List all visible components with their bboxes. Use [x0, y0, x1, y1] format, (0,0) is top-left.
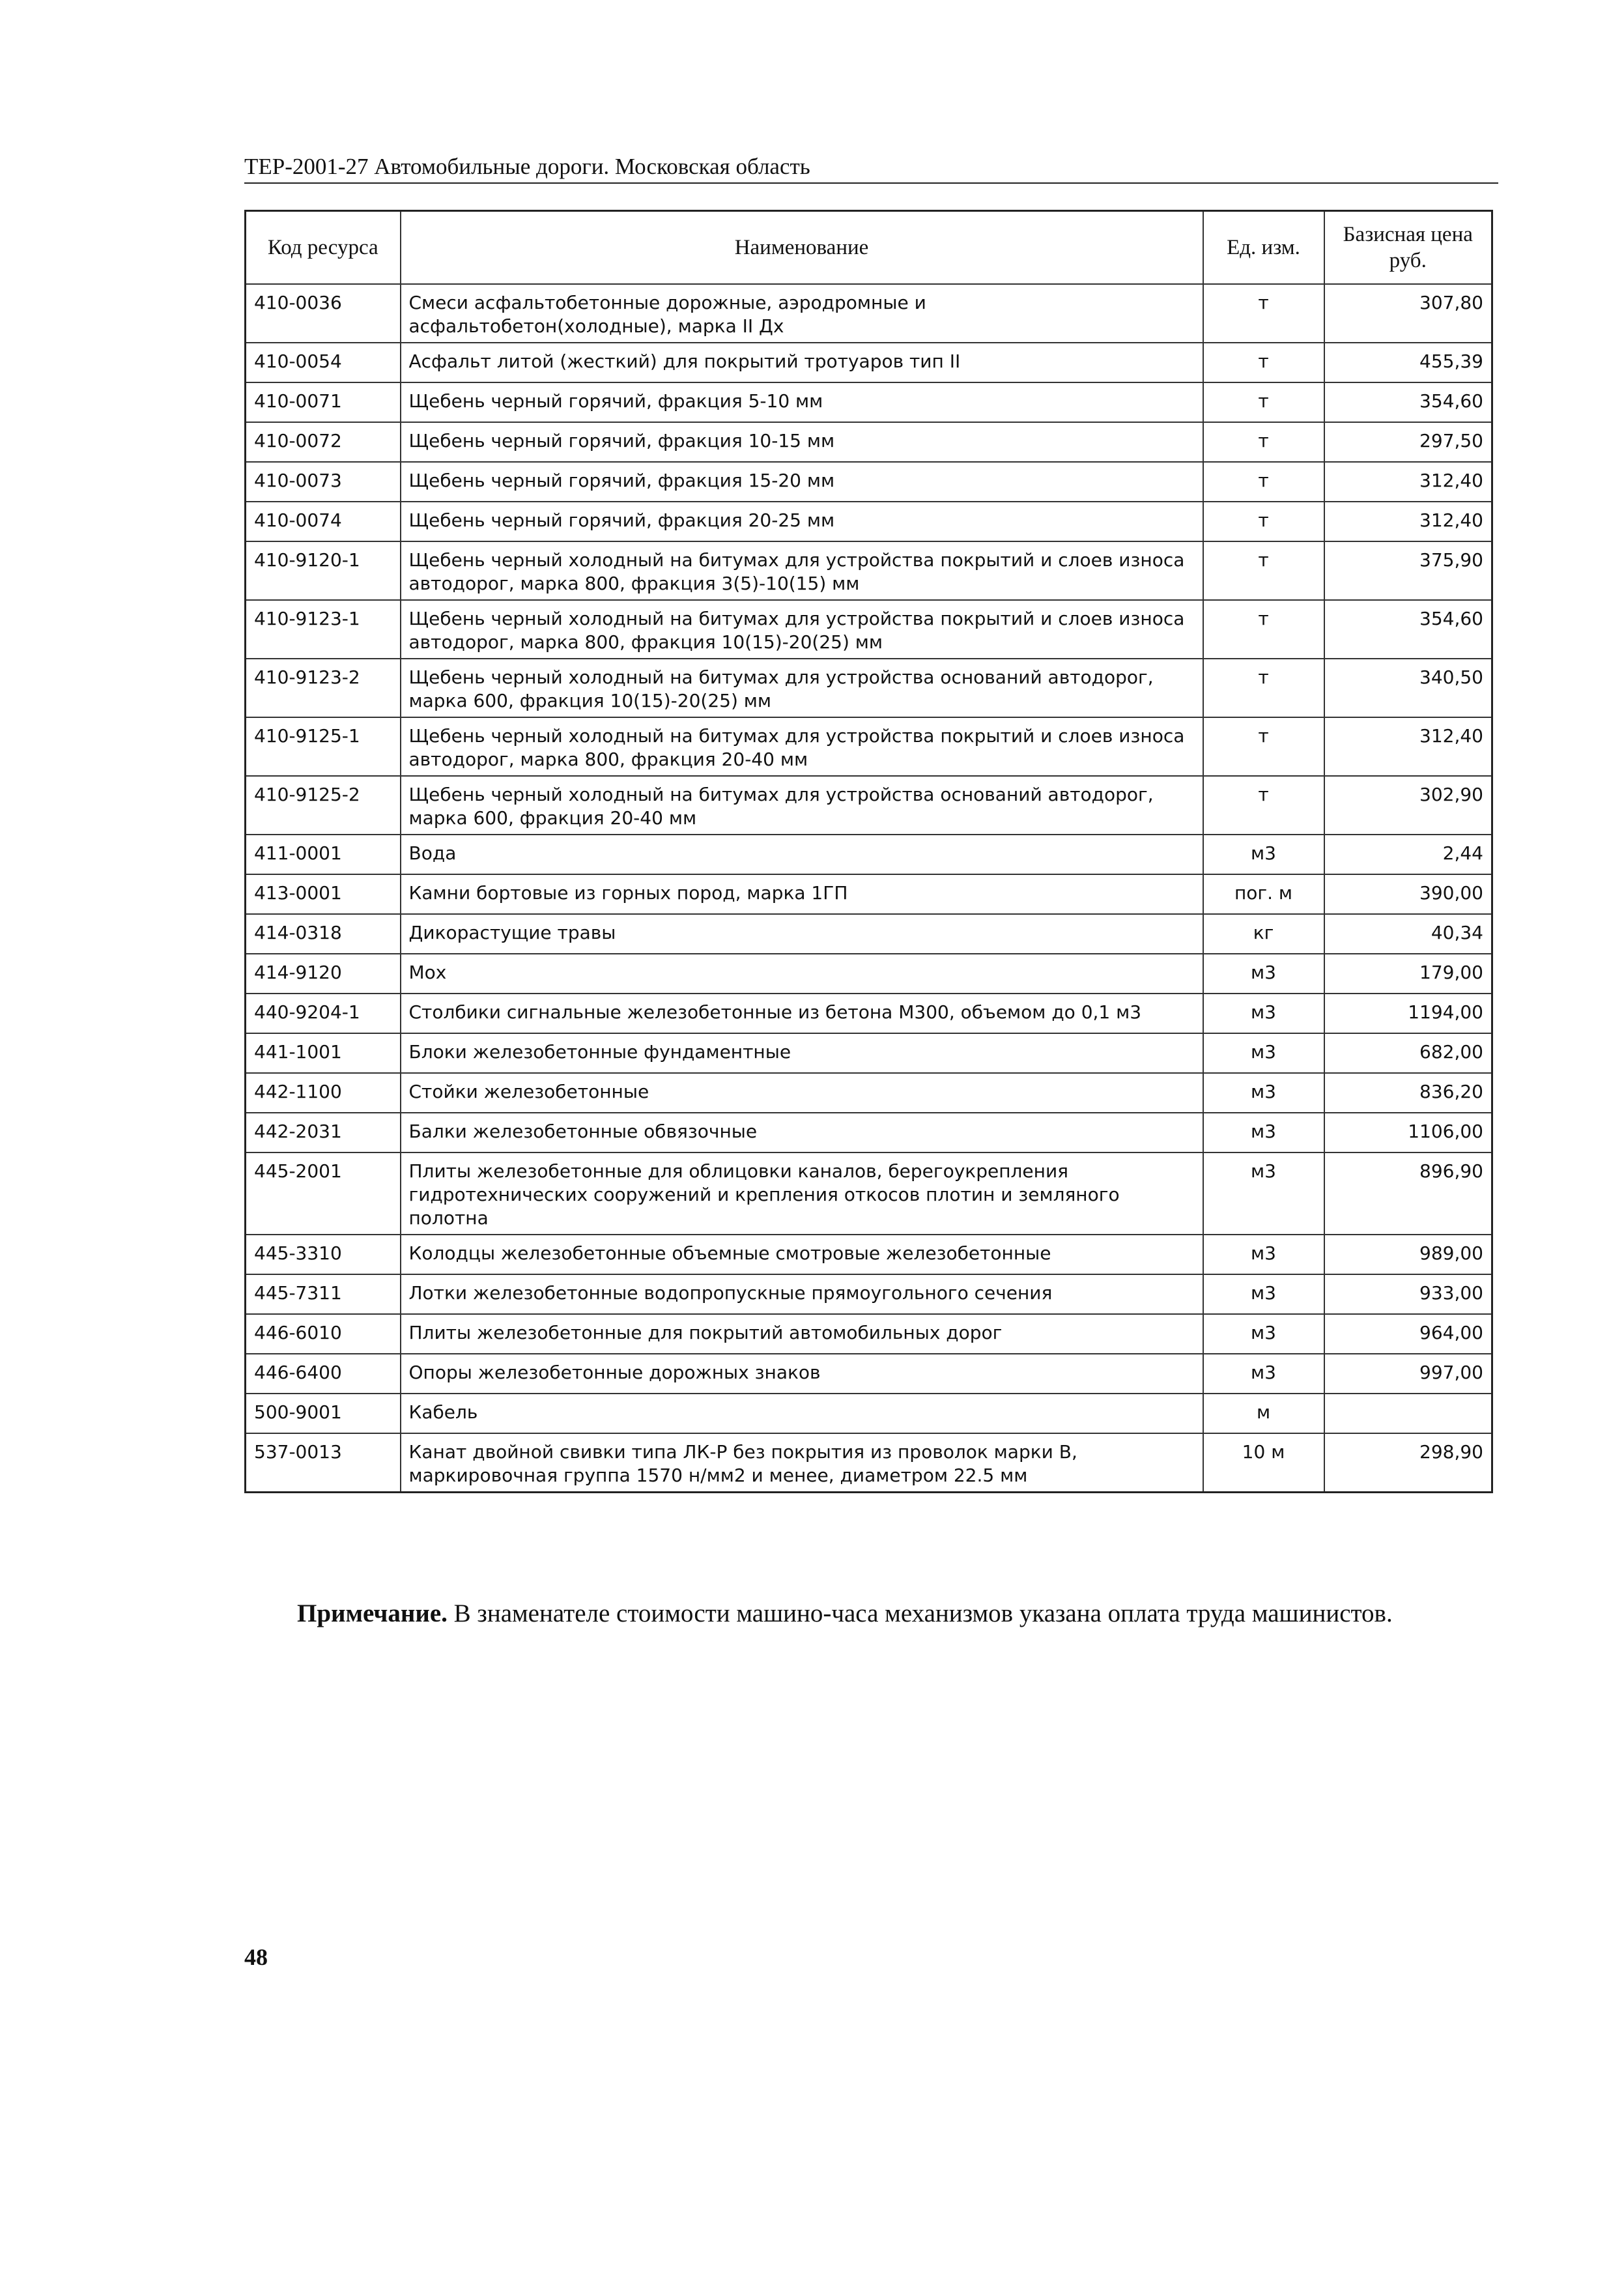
- resource-code: 410-0036: [246, 284, 401, 343]
- resource-unit: пог. м: [1203, 874, 1324, 914]
- resource-code: 410-9123-2: [246, 659, 401, 717]
- page-header: ТЕР-2001-27 Автомобильные дороги. Московская область: [244, 151, 1498, 184]
- resource-unit: т: [1203, 600, 1324, 659]
- resource-price: 933,00: [1324, 1274, 1492, 1314]
- resource-price: 40,34: [1324, 914, 1492, 954]
- resource-unit: 10 м: [1203, 1433, 1324, 1493]
- resource-name: Плиты железобетонные для покрытий автомобильных дорог: [401, 1314, 1203, 1354]
- table-row: [246, 1354, 1492, 1394]
- column-header-code: Код ресурса: [246, 211, 401, 285]
- resource-name: Щебень черный горячий, фракция 10-15 мм: [401, 422, 1203, 462]
- resource-code: 410-9120-1: [246, 541, 401, 600]
- resource-name: Щебень черный горячий, фракция 15-20 мм: [401, 462, 1203, 502]
- table-row: [246, 284, 1492, 343]
- resource-unit: м3: [1203, 1033, 1324, 1073]
- resource-name: Щебень черный холодный на битумах для устройства покрытий и слоев износа автодорог, марка 800, фракция 3(5)-10(15) мм: [401, 541, 1203, 600]
- footnote-text: В знаменателе стоимости машино-часа механизмов указана оплата труда машинистов.: [453, 1599, 1393, 1627]
- resource-name: Колодцы железобетонные объемные смотровые железобетонные: [401, 1235, 1203, 1274]
- table-row: [246, 502, 1492, 541]
- resource-price: 302,90: [1324, 776, 1492, 835]
- resource-unit: м3: [1203, 1274, 1324, 1314]
- table-row: [246, 600, 1492, 659]
- resource-price: 1194,00: [1324, 994, 1492, 1033]
- column-header-unit: Ед. изм.: [1203, 211, 1324, 285]
- resource-name: Дикорастущие травы: [401, 914, 1203, 954]
- resource-price: 682,00: [1324, 1033, 1492, 1073]
- column-header-name: Наименование: [401, 211, 1203, 285]
- resource-code: 440-9204-1: [246, 994, 401, 1033]
- resource-name: Столбики сигнальные железобетонные из бетона М300, объемом до 0,1 м3: [401, 994, 1203, 1033]
- resource-code: 410-9125-2: [246, 776, 401, 835]
- resource-name: Плиты железобетонные для облицовки каналов, берегоукрепления гидротехнических сооружений и крепления откосов плотин и земляного полотна: [401, 1152, 1203, 1235]
- resource-unit: т: [1203, 462, 1324, 502]
- resource-name: Щебень черный холодный на битумах для устройства оснований автодорог, марка 600, фракция 20-40 мм: [401, 776, 1203, 835]
- resource-price: 455,39: [1324, 343, 1492, 382]
- resource-name: Стойки железобетонные: [401, 1073, 1203, 1113]
- page-number: 48: [244, 1944, 268, 1970]
- resource-unit: м: [1203, 1394, 1324, 1433]
- table-row: [246, 914, 1492, 954]
- resource-unit: т: [1203, 502, 1324, 541]
- resource-code: 442-1100: [246, 1073, 401, 1113]
- resource-name: Лотки железобетонные водопропускные прямоугольного сечения: [401, 1274, 1203, 1314]
- resource-code: 413-0001: [246, 874, 401, 914]
- resource-price: 964,00: [1324, 1314, 1492, 1354]
- table-row: [246, 382, 1492, 422]
- resource-unit: м3: [1203, 1354, 1324, 1394]
- resource-unit: м3: [1203, 1152, 1324, 1235]
- resource-unit: м3: [1203, 954, 1324, 994]
- resource-price: 989,00: [1324, 1235, 1492, 1274]
- resource-unit: т: [1203, 284, 1324, 343]
- table-header-row: [246, 211, 1492, 285]
- table-row: [246, 1433, 1492, 1493]
- resource-unit: т: [1203, 343, 1324, 382]
- resource-name: Кабель: [401, 1394, 1203, 1433]
- resource-name: Щебень черный горячий, фракция 5-10 мм: [401, 382, 1203, 422]
- resource-code: 500-9001: [246, 1394, 401, 1433]
- resource-name: Канат двойной свивки типа ЛК-Р без покрытия из проволок марки В, маркировочная группа 1570 н/мм2 и менее, диаметром 22.5 мм: [401, 1433, 1203, 1493]
- table-row: [246, 1073, 1492, 1113]
- resource-price: 298,90: [1324, 1433, 1492, 1493]
- resource-price: 1106,00: [1324, 1113, 1492, 1152]
- resource-code: 410-0074: [246, 502, 401, 541]
- table-row: [246, 659, 1492, 717]
- resource-price: 390,00: [1324, 874, 1492, 914]
- table-row: [246, 954, 1492, 994]
- table-row: [246, 994, 1492, 1033]
- resource-name: Камни бортовые из горных пород, марка 1ГП: [401, 874, 1203, 914]
- resource-code: 410-0073: [246, 462, 401, 502]
- resource-price: 836,20: [1324, 1073, 1492, 1113]
- resource-code: 410-0054: [246, 343, 401, 382]
- resource-name: Щебень черный горячий, фракция 20-25 мм: [401, 502, 1203, 541]
- table-row: [246, 541, 1492, 600]
- resource-code: 446-6010: [246, 1314, 401, 1354]
- table-row: [246, 1152, 1492, 1235]
- resource-unit: т: [1203, 382, 1324, 422]
- column-header-price: Базисная цена руб.: [1324, 211, 1492, 285]
- resource-price: 375,90: [1324, 541, 1492, 600]
- resource-price: 896,90: [1324, 1152, 1492, 1235]
- resource-unit: м3: [1203, 1314, 1324, 1354]
- table-row: [246, 776, 1492, 835]
- resource-unit: т: [1203, 659, 1324, 717]
- table-row: [246, 1394, 1492, 1433]
- resource-price: 312,40: [1324, 717, 1492, 776]
- resource-unit: кг: [1203, 914, 1324, 954]
- table-row: [246, 717, 1492, 776]
- resource-price: 297,50: [1324, 422, 1492, 462]
- resource-price: [1324, 1394, 1492, 1433]
- resource-name: Мох: [401, 954, 1203, 994]
- resource-code: 411-0001: [246, 835, 401, 874]
- resource-unit: т: [1203, 541, 1324, 600]
- resource-code: 441-1001: [246, 1033, 401, 1073]
- resource-unit: м3: [1203, 1113, 1324, 1152]
- footnote: [297, 1597, 1499, 1630]
- resource-unit: м3: [1203, 1073, 1324, 1113]
- resource-code: 445-3310: [246, 1235, 401, 1274]
- resource-price: 997,00: [1324, 1354, 1492, 1394]
- resource-price: 354,60: [1324, 600, 1492, 659]
- resource-price: 307,80: [1324, 284, 1492, 343]
- table-row: [246, 1235, 1492, 1274]
- resource-price: 312,40: [1324, 462, 1492, 502]
- resource-code: 537-0013: [246, 1433, 401, 1493]
- resource-name: Асфальт литой (жесткий) для покрытий тротуаров тип II: [401, 343, 1203, 382]
- resource-name: Вода: [401, 835, 1203, 874]
- resource-unit: т: [1203, 422, 1324, 462]
- resource-code: 445-7311: [246, 1274, 401, 1314]
- resource-unit: т: [1203, 717, 1324, 776]
- resource-name: Опоры железобетонные дорожных знаков: [401, 1354, 1203, 1394]
- resource-name: Щебень черный холодный на битумах для устройства покрытий и слоев износа автодорог, марка 800, фракция 20-40 мм: [401, 717, 1203, 776]
- resource-code: 414-9120: [246, 954, 401, 994]
- resource-price: 179,00: [1324, 954, 1492, 994]
- resource-unit: м3: [1203, 835, 1324, 874]
- resource-name: Балки железобетонные обвязочные: [401, 1113, 1203, 1152]
- table-row: [246, 874, 1492, 914]
- resource-name: Блоки железобетонные фундаментные: [401, 1033, 1203, 1073]
- resource-name: Щебень черный холодный на битумах для устройства покрытий и слоев износа автодорог, марка 800, фракция 10(15)-20(25) мм: [401, 600, 1203, 659]
- table-row: [246, 343, 1492, 382]
- table-row: [246, 462, 1492, 502]
- table-row: [246, 1033, 1492, 1073]
- resource-unit: м3: [1203, 1235, 1324, 1274]
- resource-code: 410-0071: [246, 382, 401, 422]
- resource-code: 410-9125-1: [246, 717, 401, 776]
- resource-code: 410-9123-1: [246, 600, 401, 659]
- table-row: [246, 1274, 1492, 1314]
- table-row: [246, 835, 1492, 874]
- resource-name: Щебень черный холодный на битумах для устройства оснований автодорог, марка 600, фракция 10(15)-20(25) мм: [401, 659, 1203, 717]
- resource-unit: м3: [1203, 994, 1324, 1033]
- resource-price: 312,40: [1324, 502, 1492, 541]
- resource-code: 414-0318: [246, 914, 401, 954]
- footnote-label: Примечание.: [297, 1599, 448, 1627]
- resource-code: 445-2001: [246, 1152, 401, 1235]
- resource-name: Смеси асфальтобетонные дорожные, аэродромные и асфальтобетон(холодные), марка II Дх: [401, 284, 1203, 343]
- resource-price-table: [244, 210, 1493, 1493]
- table-row: [246, 1113, 1492, 1152]
- table-row: [246, 422, 1492, 462]
- resource-price: 340,50: [1324, 659, 1492, 717]
- resource-unit: т: [1203, 776, 1324, 835]
- resource-price: 2,44: [1324, 835, 1492, 874]
- resource-code: 446-6400: [246, 1354, 401, 1394]
- table-row: [246, 1314, 1492, 1354]
- resource-price: 354,60: [1324, 382, 1492, 422]
- resource-code: 410-0072: [246, 422, 401, 462]
- resource-code: 442-2031: [246, 1113, 401, 1152]
